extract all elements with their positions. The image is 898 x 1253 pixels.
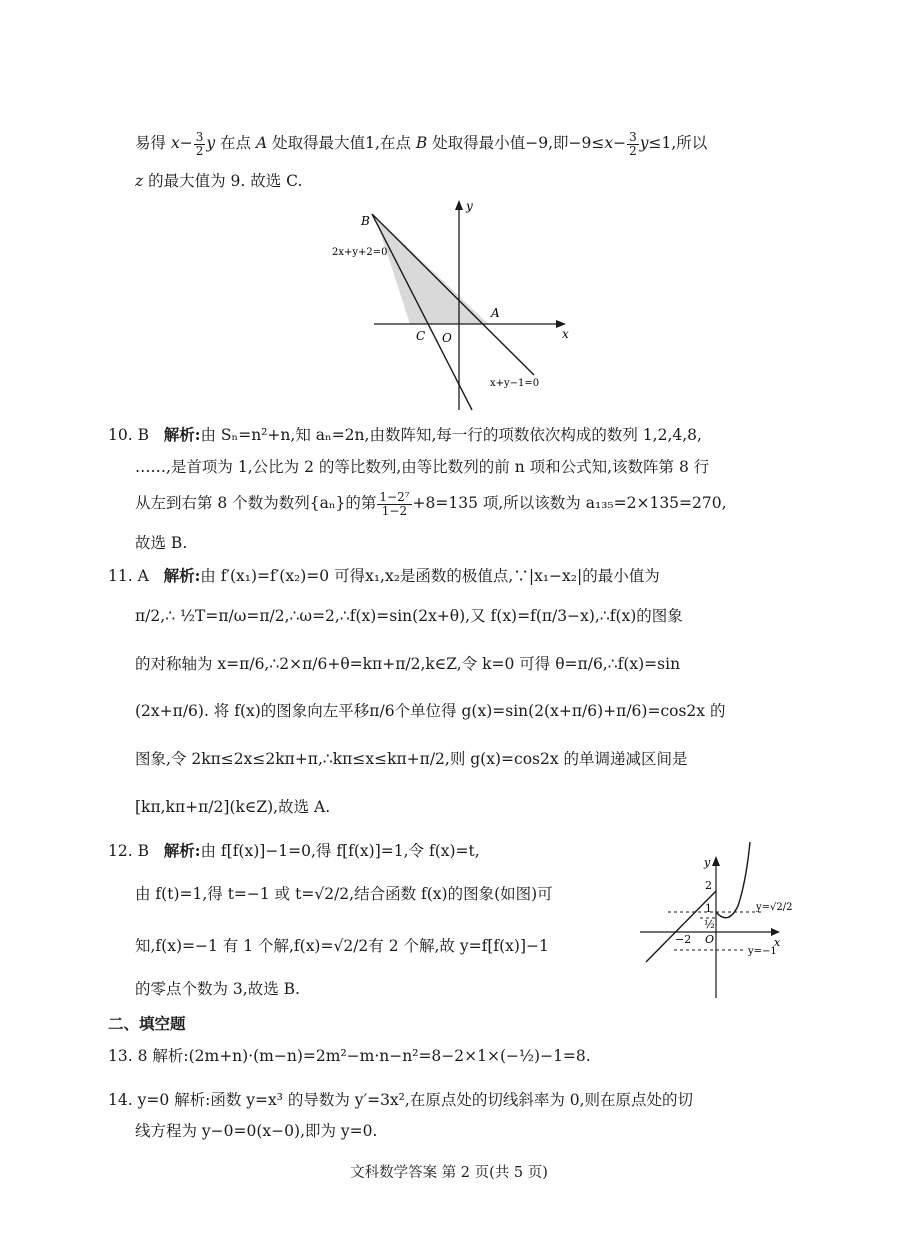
x-axis-label: x	[562, 327, 569, 341]
graph-y-arrow	[712, 856, 720, 866]
tick-2-label: 2	[705, 879, 712, 892]
tick-half-label: ½	[704, 918, 715, 931]
q10-line-1: 10. B 解析:由 Sₙ=n²+n,知 aₙ=2n,由数阵知,每一行的项数依次构成的数列 1,2,4,8,	[108, 425, 702, 444]
line1-label: 2x+y+2=0	[332, 247, 388, 258]
q10-line-4: 故选 B.	[135, 534, 188, 552]
q10-line-2: ……,是首项为 1,公比为 2 的等比数列,由等比数列的前 n 项和公式知,该数阵第 8 行	[135, 458, 710, 476]
q12-line-1: 12. B 解析:由 f[f(x)]−1=0,得 f[f(x)]=1,令 f(x)=t,	[108, 841, 480, 860]
tick-1-label: 1	[705, 902, 712, 915]
q10-line-3: 从左到右第 8 个数为数列{aₙ}的第 $\frac{\text{1−2⁷}}{1-2}$ +8=135 项,所以该数为 a₁₃₅=2×135=270,	[135, 489, 727, 518]
origin-label: O	[442, 331, 452, 345]
q11-line-2: π/2,∴ ½T=π/ω=π/2,∴ω=2,∴f(x)=sin(2x+θ),又 f(x)=f(π/3−x),∴f(x)的图象	[135, 607, 683, 625]
q12-line-4: 的零点个数为 3,故选 B.	[135, 980, 300, 998]
q11-line-3: 的对称轴为 x=π/6,∴2×π/6+θ=kπ+π/2,k∈Z,令 k=0 可得 θ=π/6,∴f(x)=sin	[135, 655, 681, 673]
q12-line-3: 知,f(x)=−1 有 1 个解,f(x)=√2/2有 2 个解,故 y=f[f(x)]−1	[135, 937, 549, 955]
q9-line-2: z 的最大值为 9. 故选 C.	[135, 172, 303, 190]
q14-line-2: 线方程为 y−0=0(x−0),即为 y=0.	[135, 1122, 378, 1140]
label-y-neg1: y=−1	[748, 946, 777, 957]
q14-line-1: 14. y=0 解析:函数 y=x³ 的导数为 y′=3x²,在原点处的切线斜率为 0,则在原点处的切	[108, 1091, 694, 1109]
graph-origin-label: O	[705, 933, 715, 946]
y-axis-label: y	[466, 199, 473, 213]
q11-line-6: [kπ,kπ+π/2](k∈Z),故选 A.	[135, 798, 331, 816]
q13-line-1: 13. 8 解析:(2m+n)·(m−n)=2m²−m·n−n²=8−2×1×(−½)−1=8.	[108, 1047, 591, 1065]
point-c-label: C	[416, 329, 426, 343]
q12-line-2: 由 f(t)=1,得 t=−1 或 t=√2/2,结合函数 f(x)的图象(如图)可	[135, 885, 553, 903]
q11-line-5: 图象,令 2kπ≤2x≤2kπ+π,∴kπ≤x≤kπ+π/2,则 g(x)=cos2x 的单调递减区间是	[135, 750, 688, 768]
graph-x-label: x	[774, 936, 781, 949]
point-b-label: B	[361, 214, 370, 228]
q11-line-4: (2x+π/6). 将 f(x)的图象向左平移π/6个单位得 g(x)=sin(2(x+π/6)+π/6)=cos2x 的	[135, 702, 726, 720]
graph-x-arrow	[771, 928, 780, 936]
label-y-sqrt2: y=√2/2	[756, 902, 793, 913]
graph-y-label: y	[704, 856, 711, 869]
q11-line-1: 11. A 解析:由 f′(x₁)=f′(x₂)=0 可得x₁,x₂是函数的极值点,∵|x₁−x₂|的最小值为	[108, 566, 660, 585]
section-fill-in-title: 二、填空题	[108, 1014, 186, 1033]
point-a-label: A	[491, 306, 500, 320]
exponential-branch	[716, 842, 750, 918]
tick-neg2-label: −2	[675, 933, 692, 946]
line2-label: x+y−1=0	[490, 378, 540, 389]
q9-line-1: 易得 x− $\frac{3}{2}$ y 在点 A 处取得最大值1,在点 B 处取得最小值−9,即−9≤x− $\frac{3}{2}$ y≤1,所以	[135, 129, 708, 158]
page-footer: 文科数学答案 第 2 页(共 5 页)	[350, 1165, 548, 1181]
